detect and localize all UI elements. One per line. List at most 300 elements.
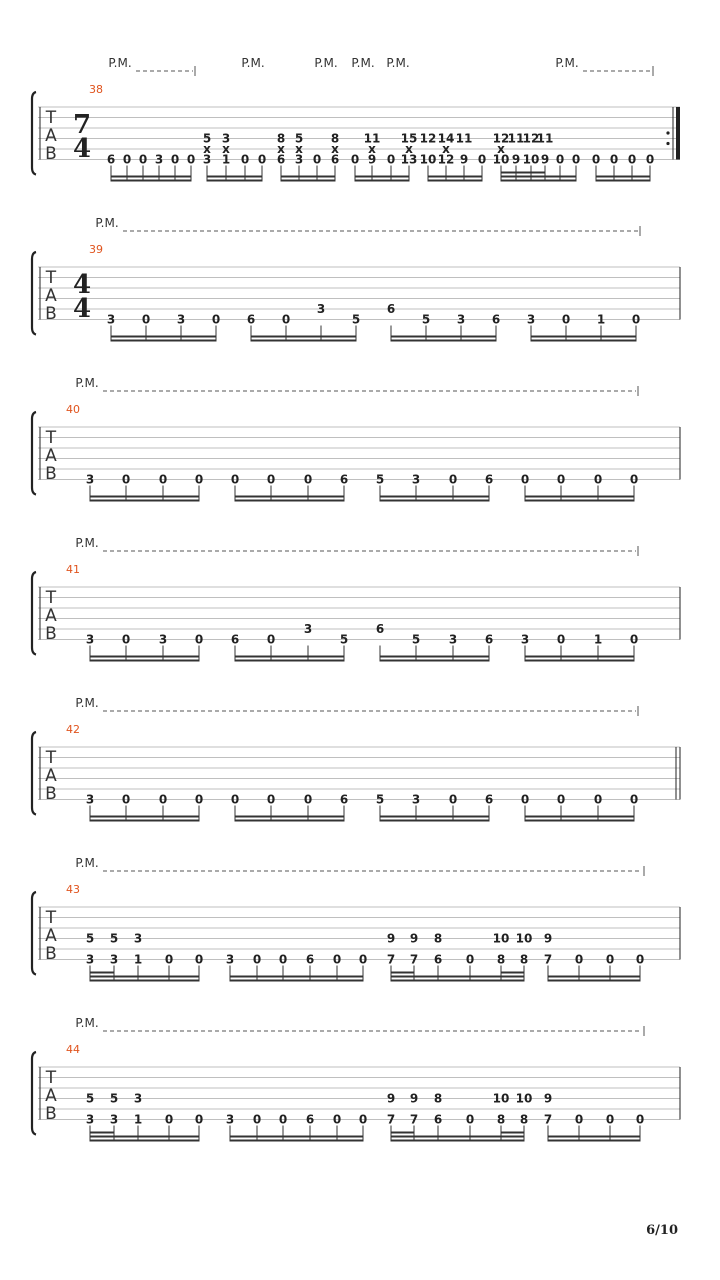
fret-number: 3 xyxy=(411,472,421,487)
beam-group xyxy=(376,622,493,662)
tab-note xyxy=(438,132,455,182)
fret-number: 6 xyxy=(339,792,349,807)
tab-system-44 xyxy=(32,1016,680,1142)
fret-number: 6 xyxy=(433,952,443,967)
fret-number: 0 xyxy=(629,792,639,807)
measure-number: 40 xyxy=(66,403,80,416)
fret-number: 0 xyxy=(556,472,566,487)
dead-note: x xyxy=(497,142,505,156)
fret-number: 0 xyxy=(593,792,603,807)
fret-number: 3 xyxy=(202,152,212,167)
beam xyxy=(380,660,489,662)
beam xyxy=(230,976,363,978)
fret-number: 0 xyxy=(194,952,204,967)
fret-number: 8 xyxy=(330,131,340,146)
beam-group xyxy=(231,793,348,822)
fret-number: 5 xyxy=(411,632,421,647)
fret-number: 7 xyxy=(386,952,396,967)
fret-number: 8 xyxy=(276,131,286,146)
tab-letter-a: A xyxy=(45,286,57,306)
beam xyxy=(251,336,356,338)
fret-number: 3 xyxy=(106,312,116,327)
fret-number: 6 xyxy=(484,472,494,487)
dead-note: x xyxy=(331,142,339,156)
repeat-dot xyxy=(666,142,669,145)
fret-number: 0 xyxy=(605,952,615,967)
fret-number: 12 xyxy=(437,152,455,167)
fret-number: 0 xyxy=(266,632,276,647)
beam xyxy=(355,176,409,178)
fret-number: 5 xyxy=(351,312,361,327)
fret-number: 5 xyxy=(109,931,119,946)
fret-number: 6 xyxy=(484,792,494,807)
system-brace xyxy=(32,892,36,975)
fret-number: 3 xyxy=(109,1112,119,1127)
fret-number: 0 xyxy=(230,472,240,487)
fret-number: 0 xyxy=(635,1112,645,1127)
beam-group xyxy=(203,132,266,182)
dead-note: x xyxy=(368,142,376,156)
fret-number: 0 xyxy=(278,952,288,967)
fret-number: 10 xyxy=(419,152,437,167)
beam xyxy=(531,340,636,342)
fret-number: 0 xyxy=(158,472,168,487)
fret-number: 0 xyxy=(629,632,639,647)
fret-number: 3 xyxy=(154,152,164,167)
time-signature-bottom: 4 xyxy=(72,294,92,324)
beam-group xyxy=(107,153,195,182)
beam-group xyxy=(277,132,339,182)
fret-number: 0 xyxy=(303,792,313,807)
beam-group xyxy=(521,633,638,662)
tab-note xyxy=(222,132,230,182)
page-number: 6/10 xyxy=(646,1223,678,1238)
fret-number: 6 xyxy=(330,152,340,167)
tab-letter-t: T xyxy=(45,428,57,448)
fret-number: 5 xyxy=(421,312,431,327)
beam xyxy=(380,496,489,498)
beam xyxy=(548,980,640,982)
fret-number: 0 xyxy=(574,1112,584,1127)
fret-number: 3 xyxy=(448,632,458,647)
fret-number: 0 xyxy=(561,312,571,327)
fret-number: 9 xyxy=(409,1091,419,1106)
fret-number: 0 xyxy=(556,792,566,807)
fret-number: 0 xyxy=(593,472,603,487)
beam xyxy=(235,500,344,502)
beam xyxy=(548,1136,640,1138)
beam xyxy=(380,816,489,818)
fret-number: 7 xyxy=(386,1112,396,1127)
fret-number: 0 xyxy=(138,152,148,167)
fret-number: 0 xyxy=(186,152,196,167)
tab-note xyxy=(110,932,118,982)
beam xyxy=(501,972,524,974)
beam xyxy=(230,1140,363,1142)
beam xyxy=(525,500,634,502)
fret-number: 6 xyxy=(386,302,396,316)
measure-number: 42 xyxy=(66,723,80,736)
tab-letter-a: A xyxy=(45,446,57,466)
dead-note: x xyxy=(295,142,303,156)
fret-number: 0 xyxy=(266,472,276,487)
fret-number: 3 xyxy=(520,632,530,647)
palm-mute-label: P.M. xyxy=(108,56,132,70)
beam-group xyxy=(226,1113,367,1142)
fret-number: 0 xyxy=(555,152,565,167)
fret-number: 5 xyxy=(109,1091,119,1106)
palm-mute-label: P.M. xyxy=(75,696,99,710)
beam xyxy=(525,820,634,822)
tab-note xyxy=(434,932,442,982)
fret-number: 0 xyxy=(556,632,566,647)
fret-number: 3 xyxy=(294,152,304,167)
beam xyxy=(90,816,199,818)
beam xyxy=(391,1140,524,1142)
fret-number: 3 xyxy=(225,952,235,967)
beam xyxy=(111,176,191,178)
fret-number: 5 xyxy=(85,1091,95,1106)
beam-group xyxy=(493,132,581,182)
fret-number: 11 xyxy=(507,131,525,146)
fret-number: 8 xyxy=(496,1112,506,1127)
beam-group xyxy=(376,473,493,502)
fret-number: 0 xyxy=(122,152,132,167)
tab-letter-a: A xyxy=(45,926,57,946)
fret-number: 0 xyxy=(591,152,601,167)
tab-note xyxy=(516,1092,533,1142)
beam-group xyxy=(86,473,203,502)
fret-number: 10 xyxy=(522,152,540,167)
fret-number: 0 xyxy=(303,472,313,487)
beam xyxy=(391,980,524,982)
tab-system-40 xyxy=(32,376,680,502)
dead-note: x xyxy=(203,142,211,156)
fret-number: 0 xyxy=(645,152,655,167)
fret-number: 0 xyxy=(230,792,240,807)
fret-number: 9 xyxy=(367,152,377,167)
time-signature-bottom: 4 xyxy=(72,134,92,164)
beam xyxy=(90,496,199,498)
fret-number: 9 xyxy=(386,1091,396,1106)
fret-number: 3 xyxy=(456,312,466,327)
palm-mute-label: P.M. xyxy=(75,376,99,390)
fret-number: 0 xyxy=(635,952,645,967)
tab-note xyxy=(387,1092,395,1142)
tab-letter-t: T xyxy=(45,748,57,768)
beam xyxy=(207,176,262,178)
system-brace xyxy=(32,732,36,815)
fret-number: 9 xyxy=(540,152,550,167)
fret-number: 0 xyxy=(631,312,641,327)
fret-number: 6 xyxy=(305,952,315,967)
beam xyxy=(548,976,640,978)
fret-number: 15 xyxy=(400,131,418,146)
tab-note xyxy=(410,932,418,982)
fret-number: 0 xyxy=(605,1112,615,1127)
fret-number: 0 xyxy=(448,472,458,487)
beam xyxy=(525,496,634,498)
time-signature-top: 4 xyxy=(72,270,92,300)
tab-letter-b: B xyxy=(45,304,57,324)
fret-number: 0 xyxy=(358,1112,368,1127)
fret-number: 0 xyxy=(164,952,174,967)
palm-mute-label: P.M. xyxy=(351,56,375,70)
fret-number: 12 xyxy=(419,131,437,146)
tab-note xyxy=(387,932,395,982)
beam-group xyxy=(86,793,203,822)
beam xyxy=(380,500,489,502)
palm-mute-label: P.M. xyxy=(386,56,410,70)
fret-number: 6 xyxy=(484,632,494,647)
beam xyxy=(90,660,199,662)
tab-letter-b: B xyxy=(45,1104,57,1124)
system-brace xyxy=(32,572,36,655)
palm-mute-label: P.M. xyxy=(75,1016,99,1030)
dead-note: x xyxy=(277,142,285,156)
fret-number: 6 xyxy=(276,152,286,167)
tab-letter-b: B xyxy=(45,144,57,164)
tab-note xyxy=(456,132,473,182)
beam-group xyxy=(351,132,418,182)
fret-number: 3 xyxy=(526,312,536,327)
beam xyxy=(531,336,636,338)
beam xyxy=(90,1132,114,1134)
beam xyxy=(380,656,489,658)
repeat-thick-barline xyxy=(676,107,680,160)
fret-number: 0 xyxy=(477,152,487,167)
beam xyxy=(548,1140,640,1142)
fret-number: 8 xyxy=(519,952,529,967)
system-brace xyxy=(32,92,36,175)
beam xyxy=(391,1136,524,1138)
fret-number: 9 xyxy=(459,152,469,167)
fret-number: 8 xyxy=(519,1112,529,1127)
tab-note xyxy=(331,132,339,182)
tab-note xyxy=(410,1092,418,1142)
beam xyxy=(391,336,496,338)
beam xyxy=(501,172,545,174)
tab-letter-t: T xyxy=(45,908,57,928)
fret-number: 0 xyxy=(240,152,250,167)
fret-number: 12 xyxy=(492,131,510,146)
fret-number: 0 xyxy=(194,1112,204,1127)
beam xyxy=(428,176,482,178)
fret-number: 13 xyxy=(400,152,418,167)
beam-group xyxy=(86,633,203,662)
tab-note xyxy=(110,1092,118,1142)
beam xyxy=(501,176,576,178)
fret-number: 0 xyxy=(465,952,475,967)
system-brace xyxy=(32,412,36,495)
fret-number: 10 xyxy=(492,1091,510,1106)
beam xyxy=(90,1140,199,1142)
dead-note: x xyxy=(222,142,230,156)
fret-number: 7 xyxy=(409,952,419,967)
tab-letter-a: A xyxy=(45,126,57,146)
tab-note xyxy=(493,1092,510,1142)
fret-number: 6 xyxy=(491,312,501,327)
beam-group xyxy=(231,622,348,662)
fret-number: 3 xyxy=(133,1091,143,1106)
tab-letter-t: T xyxy=(45,108,57,128)
fret-number: 3 xyxy=(316,302,326,316)
fret-number: 0 xyxy=(609,152,619,167)
tab-note xyxy=(86,932,94,982)
fret-number: 3 xyxy=(85,1112,95,1127)
tab-letter-t: T xyxy=(45,588,57,608)
fret-number: 5 xyxy=(375,472,385,487)
beam xyxy=(235,660,344,662)
beam xyxy=(596,180,650,182)
beam-group xyxy=(387,302,500,342)
palm-mute-label: P.M. xyxy=(75,536,99,550)
fret-number: 1 xyxy=(221,152,231,167)
beam-group xyxy=(521,793,638,822)
beam xyxy=(111,180,191,182)
fret-number: 0 xyxy=(350,152,360,167)
fret-number: 3 xyxy=(85,472,95,487)
beam xyxy=(90,820,199,822)
beam xyxy=(501,1132,524,1134)
fret-number: 10 xyxy=(515,931,533,946)
tab-system-41 xyxy=(32,536,680,662)
fret-number: 0 xyxy=(121,472,131,487)
fret-number: 7 xyxy=(409,1112,419,1127)
tab-system-38 xyxy=(32,56,680,182)
fret-number: 3 xyxy=(303,622,313,636)
dead-note: x xyxy=(405,142,413,156)
fret-number: 0 xyxy=(281,312,291,327)
fret-number: 0 xyxy=(312,152,322,167)
beam xyxy=(90,656,199,658)
tab-letter-t: T xyxy=(45,268,57,288)
fret-number: 0 xyxy=(571,152,581,167)
fret-number: 3 xyxy=(85,792,95,807)
fret-number: 0 xyxy=(448,792,458,807)
fret-number: 3 xyxy=(85,952,95,967)
fret-number: 7 xyxy=(543,952,553,967)
system-brace xyxy=(32,1052,36,1135)
fret-number: 0 xyxy=(629,472,639,487)
beam-group xyxy=(592,153,654,182)
tab-letter-b: B xyxy=(45,944,57,964)
beam-group xyxy=(387,1092,533,1142)
beam xyxy=(391,340,496,342)
palm-mute-label: P.M. xyxy=(555,56,579,70)
measure-number: 43 xyxy=(66,883,80,896)
fret-number: 6 xyxy=(339,472,349,487)
fret-number: 3 xyxy=(133,931,143,946)
fret-number: 0 xyxy=(574,952,584,967)
tab-note xyxy=(544,1092,552,1142)
beam xyxy=(525,656,634,658)
palm-mute-label: P.M. xyxy=(314,56,338,70)
fret-number: 12 xyxy=(522,131,540,146)
tab-letter-b: B xyxy=(45,624,57,644)
fret-number: 11 xyxy=(363,131,381,146)
fret-number: 1 xyxy=(133,952,143,967)
beam xyxy=(90,500,199,502)
fret-number: 10 xyxy=(515,1091,533,1106)
fret-number: 0 xyxy=(194,632,204,647)
fret-number: 10 xyxy=(492,931,510,946)
fret-number: 14 xyxy=(437,131,455,146)
tab-note xyxy=(544,932,552,982)
fret-number: 0 xyxy=(358,952,368,967)
tab-note xyxy=(134,932,142,982)
fret-number: 3 xyxy=(176,312,186,327)
tab-note xyxy=(420,132,437,182)
tab-letter-b: B xyxy=(45,464,57,484)
fret-number: 0 xyxy=(627,152,637,167)
tab-note xyxy=(295,132,303,182)
fret-number: 6 xyxy=(246,312,256,327)
fret-number: 0 xyxy=(121,792,131,807)
beam-group xyxy=(387,932,533,982)
beam xyxy=(525,660,634,662)
beam xyxy=(90,1136,199,1138)
beam-group xyxy=(420,132,487,182)
beam xyxy=(501,180,576,182)
tab-note xyxy=(434,1092,442,1142)
tab-letter-a: A xyxy=(45,766,57,786)
tab-note xyxy=(516,932,533,982)
fret-number: 0 xyxy=(266,792,276,807)
beam xyxy=(90,976,199,978)
fret-number: 1 xyxy=(596,312,606,327)
tab-letter-b: B xyxy=(45,784,57,804)
fret-number: 1 xyxy=(133,1112,143,1127)
beam xyxy=(281,180,335,182)
beam-group xyxy=(247,302,360,342)
beam xyxy=(251,340,356,342)
beam-group xyxy=(86,932,203,982)
fret-number: 11 xyxy=(536,131,554,146)
fret-number: 0 xyxy=(164,1112,174,1127)
beam xyxy=(230,980,363,982)
fret-number: 9 xyxy=(511,152,521,167)
fret-number: 5 xyxy=(339,632,349,647)
beam-group xyxy=(544,1092,644,1142)
tab-note xyxy=(364,132,381,182)
fret-number: 9 xyxy=(543,1091,553,1106)
fret-number: 0 xyxy=(520,472,530,487)
tab-system-42 xyxy=(32,696,680,822)
fret-number: 0 xyxy=(194,472,204,487)
beam xyxy=(428,180,482,182)
measure-number: 39 xyxy=(89,243,103,256)
fret-number: 6 xyxy=(375,622,385,636)
fret-number: 6 xyxy=(230,632,240,647)
fret-number: 10 xyxy=(492,152,510,167)
fret-number: 0 xyxy=(386,152,396,167)
tab-system-43 xyxy=(32,856,680,982)
beam-group xyxy=(527,313,640,342)
fret-number: 3 xyxy=(411,792,421,807)
tab-note xyxy=(493,932,510,982)
measure-number: 38 xyxy=(89,83,103,96)
fret-number: 1 xyxy=(593,632,603,647)
fret-number: 8 xyxy=(433,931,443,946)
fret-number: 8 xyxy=(496,952,506,967)
measure-number: 44 xyxy=(66,1043,80,1056)
fret-number: 0 xyxy=(158,792,168,807)
fret-number: 3 xyxy=(221,131,231,146)
tab-note xyxy=(134,1092,142,1142)
systems-layer xyxy=(32,56,680,1142)
beam-group xyxy=(107,313,220,342)
